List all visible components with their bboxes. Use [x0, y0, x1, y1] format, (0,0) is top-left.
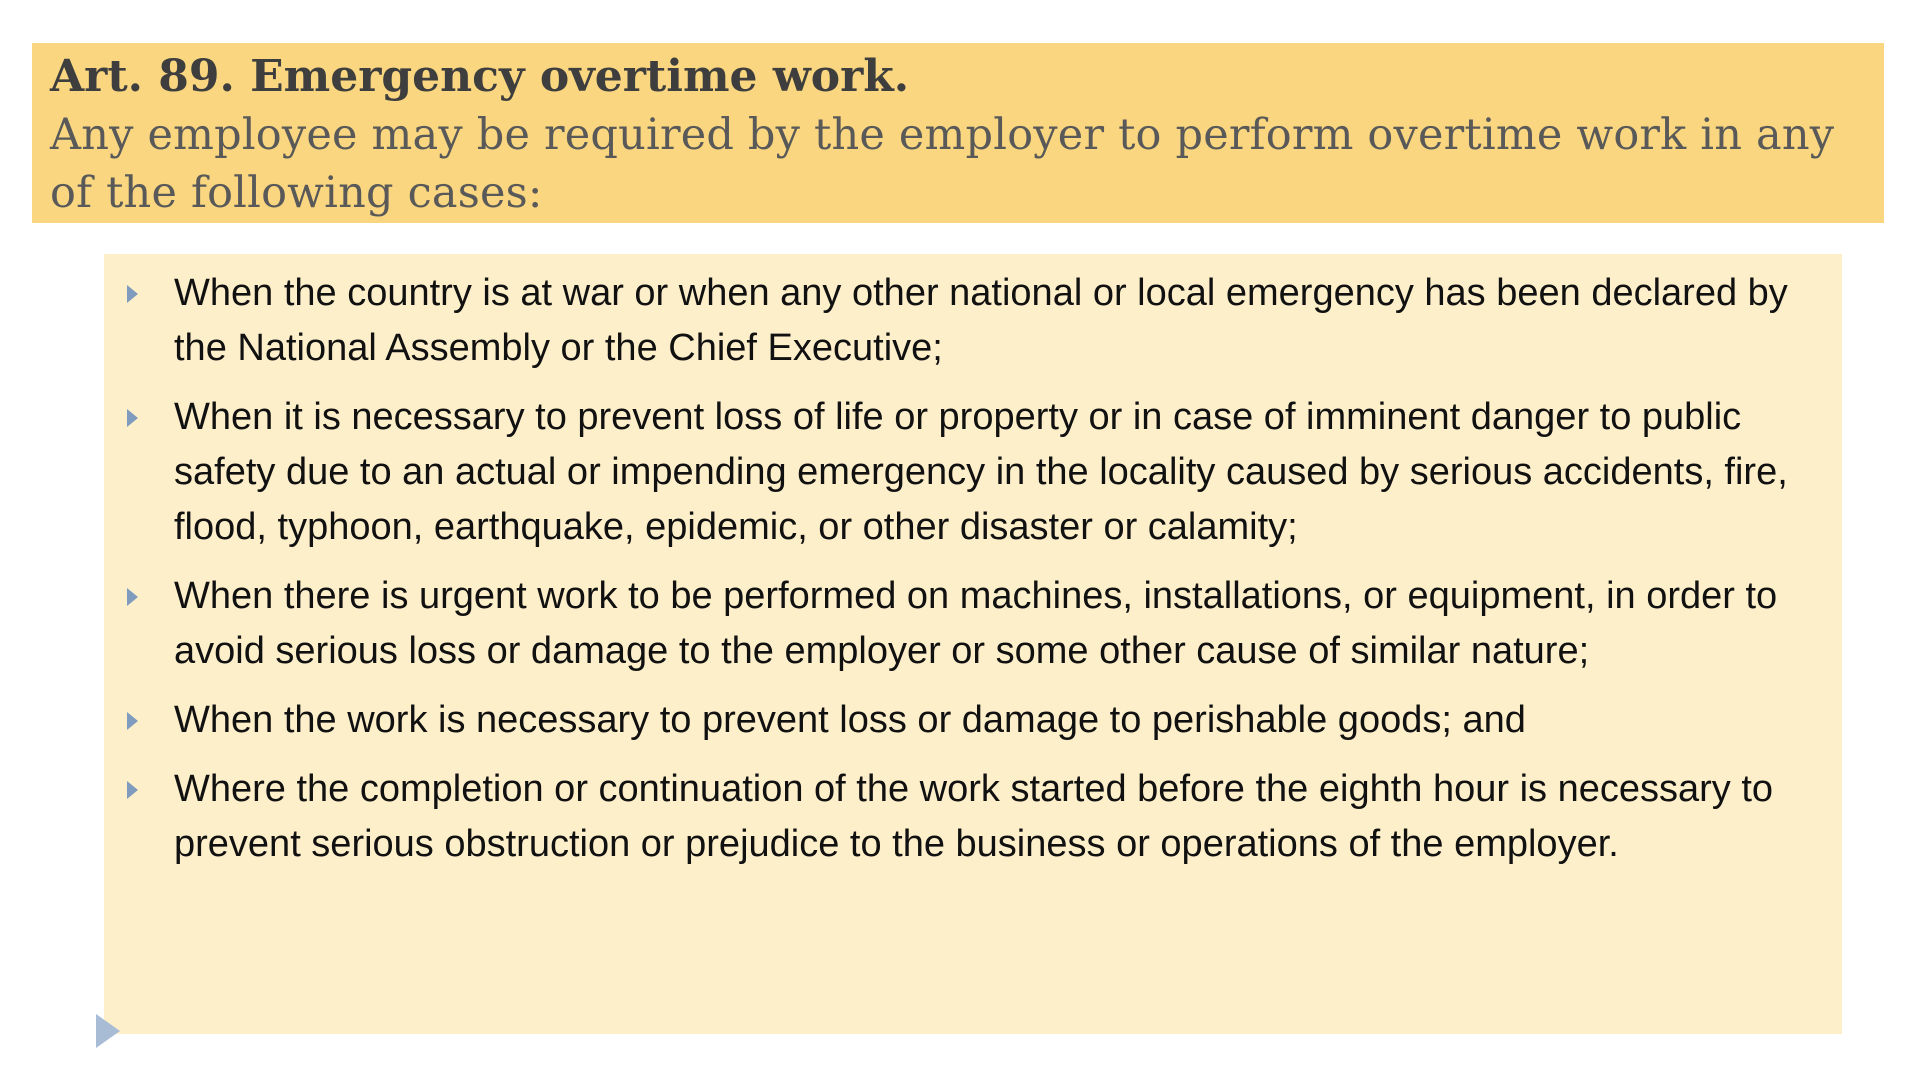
corner-triangle-icon [96, 1014, 120, 1048]
triangle-right-icon [127, 781, 138, 799]
case-item-completion [104, 762, 1842, 872]
case-text: When the country is at war or when any other national or local emergency has been declared by the National Assembly or the Chief Executive; [174, 272, 1788, 369]
triangle-right-icon [127, 712, 138, 730]
case-item-perishable-goods [104, 693, 1842, 748]
cases-panel [104, 254, 1842, 1034]
cases-list [104, 266, 1842, 872]
article-title: Art. 89. Emergency overtime work. [50, 51, 910, 102]
case-text: When it is necessary to prevent loss of life or property or in case of imminent danger to public safety due to an actual or impending emergency in the locality caused by serious accidents, fire, flood, typhoon, earthquake, epidemic, or other disaster or calamity; [174, 396, 1788, 548]
triangle-right-icon [127, 285, 138, 303]
case-text: Where the completion or continuation of the work started before the eighth hour is necessary to prevent serious obstruction or prejudice to the business or operations of the employer. [174, 768, 1774, 865]
case-text: When there is urgent work to be performed on machines, installations, or equipment, in order to avoid serious loss or damage to the employer or some other cause of similar nature; [174, 575, 1778, 672]
case-item-war [104, 266, 1842, 376]
triangle-right-icon [127, 409, 138, 427]
case-item-urgent-work [104, 569, 1842, 679]
triangle-right-icon [127, 588, 138, 606]
case-item-loss-of-life [104, 390, 1842, 555]
article-header [32, 43, 1884, 223]
case-text: When the work is necessary to prevent loss or damage to perishable goods; and [174, 699, 1526, 741]
article-intro: Any employee may be required by the employer to perform overtime work in any of the following cases: [50, 110, 1835, 218]
